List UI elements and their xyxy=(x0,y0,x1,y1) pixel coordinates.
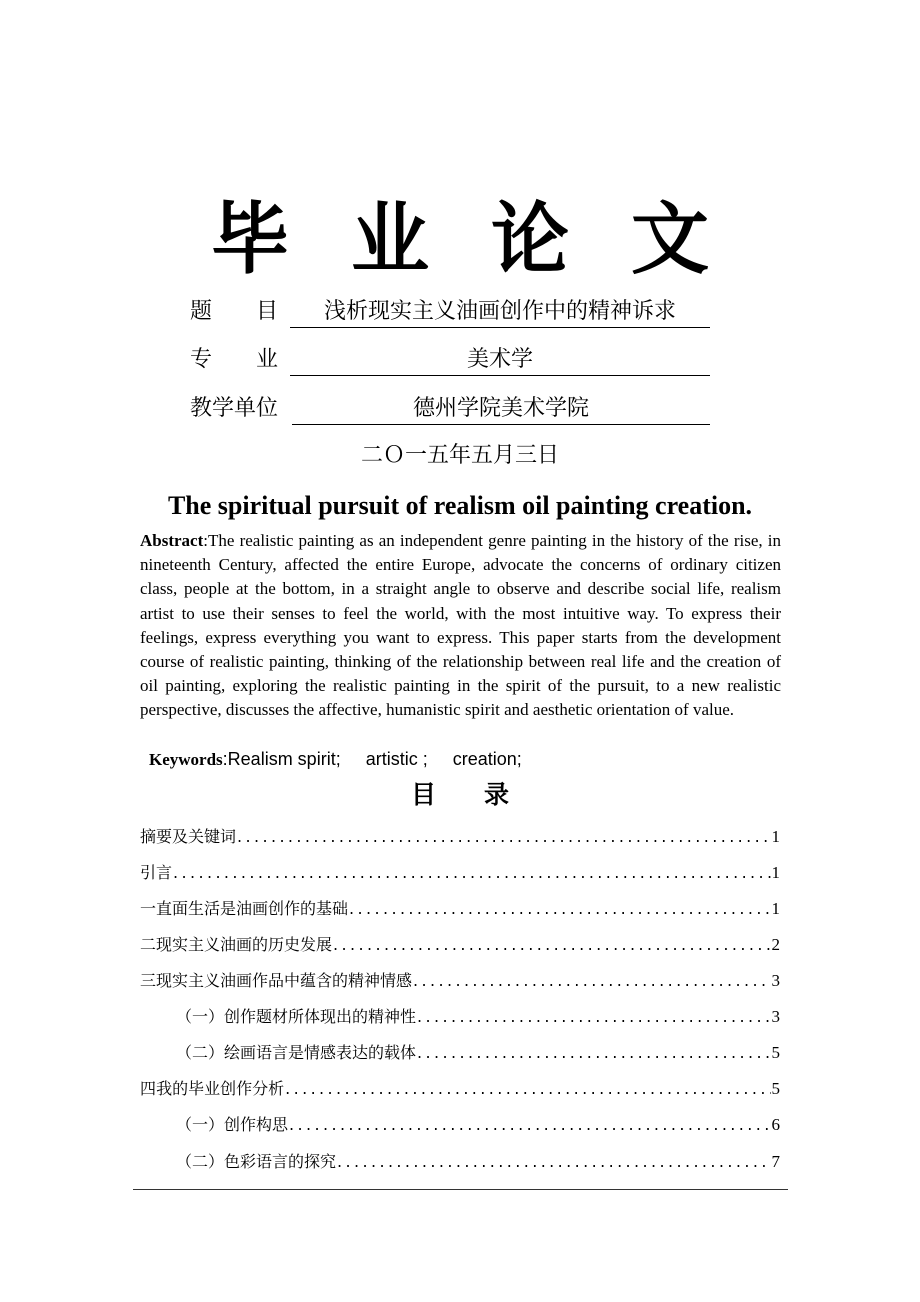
page-divider xyxy=(133,1189,788,1190)
major-value: 美术学 xyxy=(290,345,710,376)
toc-item-text: 直面生活是油画创作的基础 xyxy=(156,899,349,918)
toc-item-page: 1 xyxy=(771,827,780,846)
keywords-text: :Realism spirit; artistic ; creation; xyxy=(222,749,522,769)
toc-item[interactable] xyxy=(140,860,780,886)
toc-leader-dots xyxy=(289,1112,770,1138)
toc-item-page: 6 xyxy=(771,1115,780,1134)
toc-item-text: 现实主义油画作品中蕴含的精神情感 xyxy=(156,971,413,990)
topic-label: 题 目 xyxy=(190,299,279,324)
toc-leader-dots xyxy=(285,1076,770,1102)
toc-leader-dots xyxy=(349,896,770,922)
topic-value: 浅析现实主义油画创作中的精神诉求 xyxy=(290,297,710,328)
toc-item[interactable] xyxy=(140,1076,780,1102)
toc-item-text: 引言 xyxy=(140,863,173,882)
toc-item-text: 创作构思 xyxy=(224,1115,289,1134)
toc-leader-dots xyxy=(417,1040,770,1066)
toc-item-page: 1 xyxy=(771,899,780,918)
major-label: 专 业 xyxy=(190,347,279,372)
toc-leader-dots xyxy=(333,932,770,958)
toc-item[interactable] xyxy=(140,932,780,958)
toc-item-text: 色彩语言的探究 xyxy=(224,1152,337,1171)
toc-item-text: 我的毕业创作分析 xyxy=(156,1079,285,1098)
toc-item-page: 1 xyxy=(771,863,780,882)
toc-item-number: （一） xyxy=(176,1115,225,1134)
toc-item-number: 二 xyxy=(140,935,157,954)
abstract-paragraph xyxy=(140,529,781,723)
toc-leader-dots xyxy=(417,1004,770,1030)
toc-item-number: （二） xyxy=(176,1152,225,1171)
abstract-text: :The realistic painting as an independent genre painting in the history of the rise, in nineteenth Century, affected the entire Europe, advocate the concerns of ordinary citizen class, people at the bottom, in a straight angle to observe and describe social life, realism artist to use their senses to feel the world, with the most intuitive way. To express their feelings, express everything you want to express. This paper starts from the development course of realistic painting, thinking of the relationship between real life and the creation of oil painting, exploring the realistic painting in the spirit of the pursuit, to a new realistic perspective, discusses the affective, humanistic spirit and aesthetic orientation of value. xyxy=(140,531,781,720)
toc-item-page: 3 xyxy=(771,1007,780,1026)
toc-leader-dots xyxy=(413,968,770,994)
toc-subitem[interactable] xyxy=(176,1112,780,1138)
toc-leader-dots xyxy=(173,860,770,886)
toc-item-text: 绘画语言是情感表达的载体 xyxy=(224,1043,417,1062)
toc-title: 目录 xyxy=(410,780,557,809)
thesis-date: 二Ｏ一五年五月三日 xyxy=(360,443,559,468)
toc-leader-dots xyxy=(237,824,770,850)
toc-item-number: 一 xyxy=(140,899,157,918)
toc-item-text: 现实主义油画的历史发展 xyxy=(156,935,333,954)
toc-item-page: 5 xyxy=(771,1079,780,1098)
department-value: 德州学院美术学院 xyxy=(292,394,710,425)
toc-item-page: 7 xyxy=(771,1152,780,1171)
toc-subitem[interactable] xyxy=(176,1149,780,1175)
toc-item[interactable] xyxy=(140,896,780,922)
toc-item[interactable] xyxy=(140,968,780,994)
toc-item-page: 5 xyxy=(771,1043,780,1062)
toc-item-number: 四 xyxy=(140,1079,157,1098)
abstract-label: Abstract xyxy=(140,531,204,550)
keywords-line xyxy=(149,746,522,773)
department-label: 教学单位 xyxy=(190,396,279,421)
toc-item-number: （一） xyxy=(176,1007,225,1026)
toc-subitem[interactable] xyxy=(176,1040,780,1066)
toc-item-text: 创作题材所体现出的精神性 xyxy=(224,1007,417,1026)
toc-item-number: （二） xyxy=(176,1043,225,1062)
toc-subitem[interactable] xyxy=(176,1004,780,1030)
toc-item-text: 摘要及关键词 xyxy=(140,827,237,846)
major-field xyxy=(190,345,710,385)
toc-item-page: 2 xyxy=(771,935,780,954)
topic-field xyxy=(190,297,710,337)
department-field xyxy=(190,394,710,434)
english-title: The spiritual pursuit of realism oil painting creation. xyxy=(167,491,753,520)
toc-item-number: 三 xyxy=(140,971,157,990)
toc-leader-dots xyxy=(337,1149,770,1175)
keywords-label: Keywords xyxy=(149,750,223,769)
toc-item-page: 3 xyxy=(771,971,780,990)
toc-item[interactable] xyxy=(140,824,780,850)
thesis-title: 毕业论文 xyxy=(210,195,771,285)
